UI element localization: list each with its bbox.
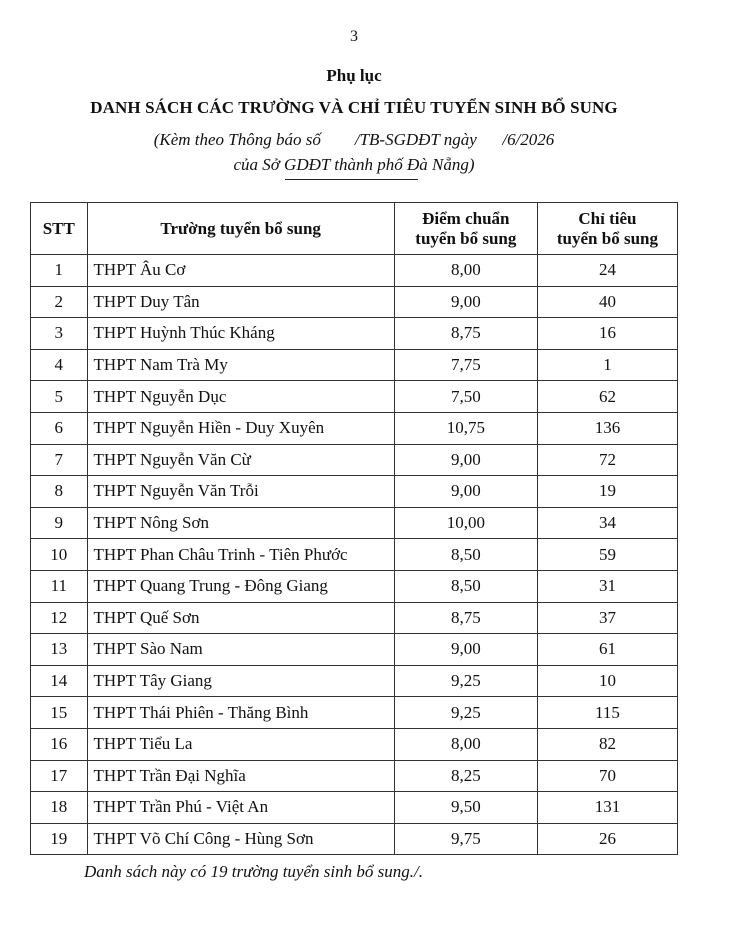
cell-cutoff-score: 9,25 xyxy=(394,697,537,729)
header-school: Trường tuyển bổ sung xyxy=(87,203,394,255)
cell-stt: 6 xyxy=(31,412,88,444)
cell-quota: 72 xyxy=(537,444,677,476)
cell-cutoff-score: 8,00 xyxy=(394,728,537,760)
cell-cutoff-score: 8,50 xyxy=(394,570,537,602)
cell-school-name: THPT Phan Châu Trinh - Tiên Phước xyxy=(87,539,394,571)
cell-stt: 17 xyxy=(31,760,88,792)
cell-stt: 4 xyxy=(31,349,88,381)
cell-stt: 16 xyxy=(31,728,88,760)
table-row xyxy=(31,665,678,697)
subtitle-reference-line: (Kèm theo Thông báo số /TB-SGDĐT ngày /6/2026 xyxy=(153,130,555,149)
cell-quota: 10 xyxy=(537,665,677,697)
table-row xyxy=(31,697,678,729)
cell-cutoff-score: 10,75 xyxy=(394,412,537,444)
cell-cutoff-score: 9,50 xyxy=(394,792,537,824)
table-row xyxy=(31,318,678,350)
table-row xyxy=(31,286,678,318)
cell-school-name: THPT Trần Phú - Việt An xyxy=(87,792,394,824)
cell-cutoff-score: 9,00 xyxy=(394,634,537,666)
table-row xyxy=(31,476,678,508)
table-row xyxy=(31,823,678,855)
cell-stt: 5 xyxy=(31,381,88,413)
cell-cutoff-score: 9,75 xyxy=(394,823,537,855)
table-row xyxy=(31,634,678,666)
cell-school-name: THPT Nguyễn Văn Cừ xyxy=(87,444,394,476)
school-quota-table xyxy=(30,202,678,855)
cell-school-name: THPT Duy Tân xyxy=(87,286,394,318)
table-row xyxy=(31,412,678,444)
cell-cutoff-score: 8,75 xyxy=(394,602,537,634)
cell-quota: 31 xyxy=(537,570,677,602)
cell-stt: 3 xyxy=(31,318,88,350)
cell-stt: 9 xyxy=(31,507,88,539)
cell-cutoff-score: 7,50 xyxy=(394,381,537,413)
cell-quota: 16 xyxy=(537,318,677,350)
cell-quota: 136 xyxy=(537,412,677,444)
table-row xyxy=(31,760,678,792)
table-header-row xyxy=(31,203,678,255)
header-quota-line1: Chỉ tiêu xyxy=(578,208,637,228)
header-stt: STT xyxy=(31,203,88,255)
cell-school-name: THPT Tây Giang xyxy=(87,665,394,697)
cell-school-name: THPT Trần Đại Nghĩa xyxy=(87,760,394,792)
cell-cutoff-score: 9,00 xyxy=(394,286,537,318)
cell-cutoff-score: 7,75 xyxy=(394,349,537,381)
header-score-line1: Điểm chuẩn xyxy=(422,208,510,228)
cell-stt: 11 xyxy=(31,570,88,602)
header-score-line2: tuyển bổ sung xyxy=(415,228,517,248)
cell-school-name: THPT Quế Sơn xyxy=(87,602,394,634)
header-quota-line2: tuyển bổ sung xyxy=(556,228,658,248)
cell-stt: 10 xyxy=(31,539,88,571)
cell-school-name: THPT Nguyễn Văn Trỗi xyxy=(87,476,394,508)
cell-cutoff-score: 8,50 xyxy=(394,539,537,571)
cell-cutoff-score: 9,25 xyxy=(394,665,537,697)
cell-school-name: THPT Nguyễn Dục xyxy=(87,381,394,413)
cell-school-name: THPT Nông Sơn xyxy=(87,507,394,539)
cell-quota: 70 xyxy=(537,760,677,792)
cell-quota: 1 xyxy=(537,349,677,381)
table-row xyxy=(31,444,678,476)
cell-quota: 82 xyxy=(537,728,677,760)
table-body xyxy=(31,255,678,855)
cell-cutoff-score: 8,25 xyxy=(394,760,537,792)
header-quota xyxy=(537,203,677,255)
cell-quota: 19 xyxy=(537,476,677,508)
cell-cutoff-score: 8,75 xyxy=(394,318,537,350)
table-row xyxy=(31,539,678,571)
cell-school-name: THPT Nam Trà My xyxy=(87,349,394,381)
cell-cutoff-score: 10,00 xyxy=(394,507,537,539)
cell-school-name: THPT Quang Trung - Đông Giang xyxy=(87,570,394,602)
cell-cutoff-score: 9,00 xyxy=(394,444,537,476)
table-row xyxy=(31,602,678,634)
cell-quota: 115 xyxy=(537,697,677,729)
cell-school-name: THPT Võ Chí Công - Hùng Sơn xyxy=(87,823,394,855)
cell-school-name: THPT Nguyễn Hiền - Duy Xuyên xyxy=(87,412,394,444)
cell-stt: 18 xyxy=(31,792,88,824)
cell-stt: 1 xyxy=(31,255,88,287)
cell-stt: 13 xyxy=(31,634,88,666)
cell-quota: 59 xyxy=(537,539,677,571)
footer-note: Danh sách này có 19 trường tuyển sinh bổ sung./. xyxy=(84,862,423,881)
document-title: DANH SÁCH CÁC TRƯỜNG VÀ CHỈ TIÊU TUYỂN SINH BỔ SUNG xyxy=(90,98,618,117)
cell-quota: 131 xyxy=(537,792,677,824)
cell-school-name: THPT Sào Nam xyxy=(87,634,394,666)
cell-stt: 8 xyxy=(31,476,88,508)
cell-cutoff-score: 8,00 xyxy=(394,255,537,287)
cell-quota: 24 xyxy=(537,255,677,287)
page-number: 3 xyxy=(350,28,358,45)
cell-quota: 62 xyxy=(537,381,677,413)
cell-stt: 2 xyxy=(31,286,88,318)
table-row xyxy=(31,728,678,760)
cell-stt: 19 xyxy=(31,823,88,855)
cell-stt: 12 xyxy=(31,602,88,634)
subtitle-issuer-line: của Sở GDĐT thành phố Đà Nẵng) xyxy=(233,155,475,174)
cell-school-name: THPT Âu Cơ xyxy=(87,255,394,287)
table-row xyxy=(31,381,678,413)
cell-cutoff-score: 9,00 xyxy=(394,476,537,508)
cell-quota: 61 xyxy=(537,634,677,666)
table-row xyxy=(31,792,678,824)
cell-school-name: THPT Thái Phiên - Thăng Bình xyxy=(87,697,394,729)
cell-stt: 15 xyxy=(31,697,88,729)
cell-school-name: THPT Tiểu La xyxy=(87,728,394,760)
table-row xyxy=(31,570,678,602)
cell-quota: 34 xyxy=(537,507,677,539)
cell-stt: 14 xyxy=(31,665,88,697)
header-score xyxy=(394,203,537,255)
cell-school-name: THPT Huỳnh Thúc Kháng xyxy=(87,318,394,350)
cell-quota: 37 xyxy=(537,602,677,634)
cell-stt: 7 xyxy=(31,444,88,476)
table-row xyxy=(31,255,678,287)
cell-quota: 40 xyxy=(537,286,677,318)
table-row xyxy=(31,507,678,539)
appendix-title: Phụ lục xyxy=(326,66,382,85)
title-underline-rule xyxy=(285,179,418,180)
cell-quota: 26 xyxy=(537,823,677,855)
table-row xyxy=(31,349,678,381)
